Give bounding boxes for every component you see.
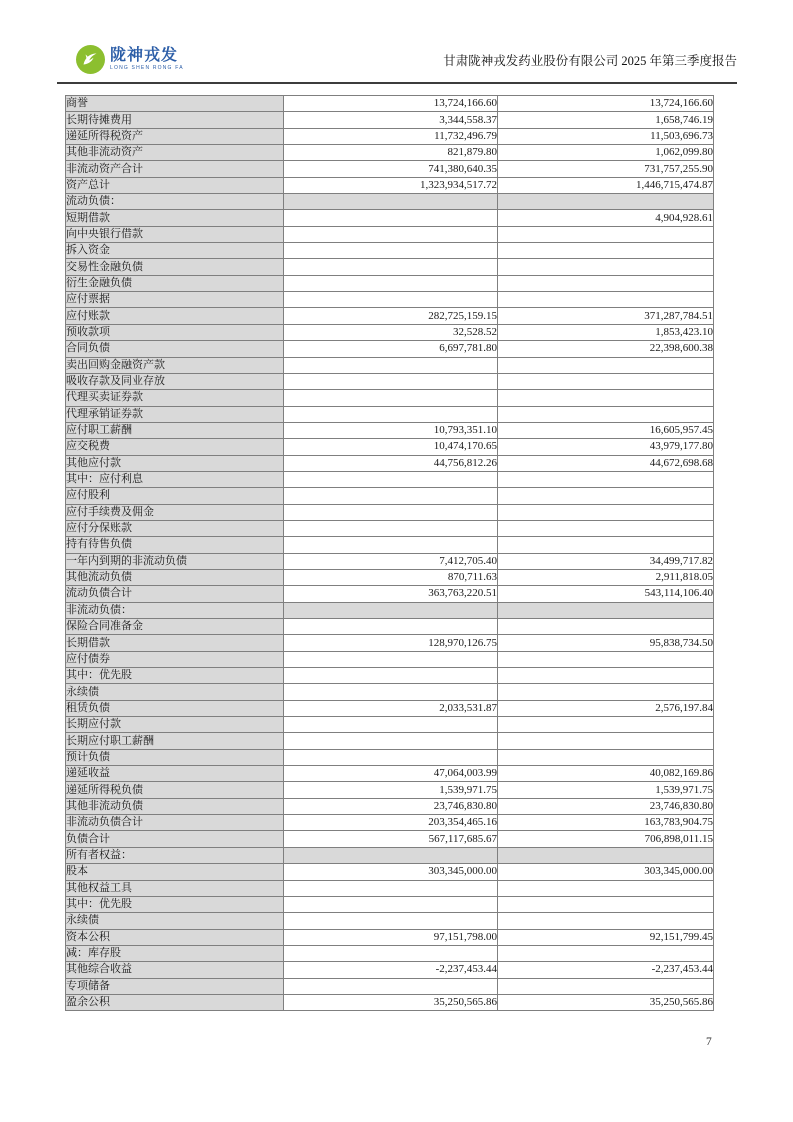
table-row bbox=[66, 929, 714, 945]
current-period-value bbox=[284, 259, 498, 275]
balance-sheet-table bbox=[65, 95, 714, 1011]
row-label: 其他非流动资产 bbox=[66, 145, 284, 161]
prior-period-value bbox=[498, 406, 714, 422]
current-period-value: 10,474,170.65 bbox=[284, 439, 498, 455]
row-label: 其他流动负债 bbox=[66, 569, 284, 585]
prior-period-value bbox=[498, 896, 714, 912]
table-row bbox=[66, 537, 714, 553]
current-period-value: 741,380,640.35 bbox=[284, 161, 498, 177]
current-period-value bbox=[284, 406, 498, 422]
row-label: 长期待摊费用 bbox=[66, 112, 284, 128]
row-label: 应付股利 bbox=[66, 488, 284, 504]
prior-period-value bbox=[498, 259, 714, 275]
prior-period-value: 1,853,423.10 bbox=[498, 324, 714, 340]
table-row bbox=[66, 324, 714, 340]
prior-period-value bbox=[498, 847, 714, 863]
prior-period-value bbox=[498, 488, 714, 504]
table-row bbox=[66, 373, 714, 389]
current-period-value: 11,732,496.79 bbox=[284, 128, 498, 144]
row-label: 永续债 bbox=[66, 684, 284, 700]
row-label: 代理买卖证券款 bbox=[66, 390, 284, 406]
current-period-value bbox=[284, 602, 498, 618]
table-row bbox=[66, 161, 714, 177]
current-period-value: 203,354,465.16 bbox=[284, 815, 498, 831]
prior-period-value: 44,672,698.68 bbox=[498, 455, 714, 471]
current-period-value bbox=[284, 684, 498, 700]
row-label: 长期应付款 bbox=[66, 717, 284, 733]
prior-period-value: 706,898,011.15 bbox=[498, 831, 714, 847]
row-label: 应付分保账款 bbox=[66, 520, 284, 536]
current-period-value bbox=[284, 504, 498, 520]
row-label: 应交税费 bbox=[66, 439, 284, 455]
prior-period-value bbox=[498, 602, 714, 618]
current-period-value: 870,711.63 bbox=[284, 569, 498, 585]
current-period-value: 1,323,934,517.72 bbox=[284, 177, 498, 193]
current-period-value bbox=[284, 733, 498, 749]
row-label: 卖出回购金融资产款 bbox=[66, 357, 284, 373]
current-period-value bbox=[284, 880, 498, 896]
table-row bbox=[66, 766, 714, 782]
prior-period-value: 13,724,166.60 bbox=[498, 96, 714, 112]
table-row bbox=[66, 520, 714, 536]
table-row bbox=[66, 341, 714, 357]
prior-period-value bbox=[498, 504, 714, 520]
prior-period-value bbox=[498, 717, 714, 733]
page-number: 7 bbox=[706, 1036, 712, 1048]
table-row bbox=[66, 913, 714, 929]
row-label: 衍生金融负债 bbox=[66, 275, 284, 291]
prior-period-value bbox=[498, 194, 714, 210]
table-row bbox=[66, 96, 714, 112]
table-row bbox=[66, 569, 714, 585]
row-label: 交易性金融负债 bbox=[66, 259, 284, 275]
row-label: 吸收存款及同业存放 bbox=[66, 373, 284, 389]
prior-period-value: 92,151,799.45 bbox=[498, 929, 714, 945]
current-period-value bbox=[284, 978, 498, 994]
prior-period-value: 303,345,000.00 bbox=[498, 864, 714, 880]
current-period-value bbox=[284, 913, 498, 929]
table-row bbox=[66, 733, 714, 749]
current-period-value bbox=[284, 243, 498, 259]
prior-period-value: 1,539,971.75 bbox=[498, 782, 714, 798]
prior-period-value: 34,499,717.82 bbox=[498, 553, 714, 569]
prior-period-value bbox=[498, 275, 714, 291]
row-label: 其他综合收益 bbox=[66, 962, 284, 978]
current-period-value bbox=[284, 390, 498, 406]
row-label: 其他应付款 bbox=[66, 455, 284, 471]
table-row bbox=[66, 422, 714, 438]
row-label: 预计负债 bbox=[66, 749, 284, 765]
prior-period-value bbox=[498, 373, 714, 389]
row-label: 永续债 bbox=[66, 913, 284, 929]
row-label: 减：库存股 bbox=[66, 945, 284, 961]
prior-period-value: 731,757,255.90 bbox=[498, 161, 714, 177]
prior-period-value bbox=[498, 390, 714, 406]
table-row bbox=[66, 292, 714, 308]
current-period-value bbox=[284, 357, 498, 373]
current-period-value: 44,756,812.26 bbox=[284, 455, 498, 471]
row-label: 商誉 bbox=[66, 96, 284, 112]
prior-period-value bbox=[498, 733, 714, 749]
row-label: 拆入资金 bbox=[66, 243, 284, 259]
prior-period-value bbox=[498, 684, 714, 700]
current-period-value: 35,250,565.86 bbox=[284, 994, 498, 1010]
table-row bbox=[66, 798, 714, 814]
row-label: 长期应付职工薪酬 bbox=[66, 733, 284, 749]
current-period-value: 97,151,798.00 bbox=[284, 929, 498, 945]
table-row bbox=[66, 782, 714, 798]
table-row bbox=[66, 177, 714, 193]
table-row bbox=[66, 749, 714, 765]
prior-period-value: 43,979,177.80 bbox=[498, 439, 714, 455]
brand-name-cn: 陇神戎发 bbox=[110, 47, 179, 64]
current-period-value bbox=[284, 488, 498, 504]
current-period-value: 303,345,000.00 bbox=[284, 864, 498, 880]
current-period-value: 128,970,126.75 bbox=[284, 635, 498, 651]
prior-period-value bbox=[498, 243, 714, 259]
row-label: 应付手续费及佣金 bbox=[66, 504, 284, 520]
table-row bbox=[66, 504, 714, 520]
prior-period-value: 23,746,830.80 bbox=[498, 798, 714, 814]
prior-period-value bbox=[498, 945, 714, 961]
prior-period-value: 22,398,600.38 bbox=[498, 341, 714, 357]
current-period-value bbox=[284, 847, 498, 863]
row-label: 预收款项 bbox=[66, 324, 284, 340]
current-period-value bbox=[284, 292, 498, 308]
table-row bbox=[66, 390, 714, 406]
row-label: 非流动负债： bbox=[66, 602, 284, 618]
row-label: 其他非流动负债 bbox=[66, 798, 284, 814]
current-period-value: 6,697,781.80 bbox=[284, 341, 498, 357]
table-row bbox=[66, 275, 714, 291]
current-period-value bbox=[284, 619, 498, 635]
row-label: 资本公积 bbox=[66, 929, 284, 945]
current-period-value bbox=[284, 668, 498, 684]
row-label: 应付票据 bbox=[66, 292, 284, 308]
prior-period-value bbox=[498, 619, 714, 635]
current-period-value: 13,724,166.60 bbox=[284, 96, 498, 112]
row-label: 应付账款 bbox=[66, 308, 284, 324]
balance-sheet-body bbox=[66, 96, 714, 1011]
prior-period-value: 11,503,696.73 bbox=[498, 128, 714, 144]
table-row bbox=[66, 308, 714, 324]
table-row bbox=[66, 651, 714, 667]
row-label: 其中：应付利息 bbox=[66, 471, 284, 487]
company-logo bbox=[76, 45, 184, 74]
current-period-value bbox=[284, 945, 498, 961]
row-label: 长期借款 bbox=[66, 635, 284, 651]
prior-period-value: 1,062,099.80 bbox=[498, 145, 714, 161]
current-period-value bbox=[284, 896, 498, 912]
current-period-value bbox=[284, 373, 498, 389]
table-row bbox=[66, 553, 714, 569]
table-row bbox=[66, 112, 714, 128]
prior-period-value: -2,237,453.44 bbox=[498, 962, 714, 978]
prior-period-value bbox=[498, 668, 714, 684]
table-row bbox=[66, 471, 714, 487]
row-label: 向中央银行借款 bbox=[66, 226, 284, 242]
prior-period-value bbox=[498, 880, 714, 896]
row-label: 盈余公积 bbox=[66, 994, 284, 1010]
prior-period-value: 163,783,904.75 bbox=[498, 815, 714, 831]
table-row bbox=[66, 831, 714, 847]
current-period-value bbox=[284, 651, 498, 667]
table-row bbox=[66, 619, 714, 635]
current-period-value bbox=[284, 194, 498, 210]
prior-period-value bbox=[498, 357, 714, 373]
current-period-value: 363,763,220.51 bbox=[284, 586, 498, 602]
table-row bbox=[66, 243, 714, 259]
table-row bbox=[66, 635, 714, 651]
brand-name-en: LONG SHEN RONG FA bbox=[110, 65, 184, 71]
table-row bbox=[66, 226, 714, 242]
row-label: 短期借款 bbox=[66, 210, 284, 226]
prior-period-value bbox=[498, 651, 714, 667]
prior-period-value: 4,904,928.61 bbox=[498, 210, 714, 226]
prior-period-value bbox=[498, 978, 714, 994]
current-period-value: 2,033,531.87 bbox=[284, 700, 498, 716]
prior-period-value: 16,605,957.45 bbox=[498, 422, 714, 438]
prior-period-value: 2,576,197.84 bbox=[498, 700, 714, 716]
current-period-value bbox=[284, 226, 498, 242]
table-row bbox=[66, 194, 714, 210]
row-label: 资产总计 bbox=[66, 177, 284, 193]
table-row bbox=[66, 488, 714, 504]
table-row bbox=[66, 259, 714, 275]
table-row bbox=[66, 668, 714, 684]
prior-period-value: 543,114,106.40 bbox=[498, 586, 714, 602]
table-row bbox=[66, 717, 714, 733]
prior-period-value: 35,250,565.86 bbox=[498, 994, 714, 1010]
current-period-value bbox=[284, 749, 498, 765]
current-period-value: 47,064,003.99 bbox=[284, 766, 498, 782]
report-title: 甘肃陇神戎发药业股份有限公司 2025 年第三季度报告 bbox=[443, 54, 737, 68]
table-row bbox=[66, 994, 714, 1010]
table-row bbox=[66, 864, 714, 880]
table-row bbox=[66, 847, 714, 863]
table-row bbox=[66, 210, 714, 226]
table-row bbox=[66, 586, 714, 602]
table-row bbox=[66, 455, 714, 471]
row-label: 递延所得税资产 bbox=[66, 128, 284, 144]
table-row bbox=[66, 439, 714, 455]
current-period-value bbox=[284, 471, 498, 487]
row-label: 负债合计 bbox=[66, 831, 284, 847]
table-row bbox=[66, 145, 714, 161]
current-period-value bbox=[284, 537, 498, 553]
row-label: 股本 bbox=[66, 864, 284, 880]
current-period-value: 282,725,159.15 bbox=[284, 308, 498, 324]
current-period-value: 821,879.80 bbox=[284, 145, 498, 161]
header-rule bbox=[57, 82, 737, 84]
row-label: 其中：优先股 bbox=[66, 668, 284, 684]
current-period-value: 10,793,351.10 bbox=[284, 422, 498, 438]
row-label: 应付债券 bbox=[66, 651, 284, 667]
prior-period-value bbox=[498, 913, 714, 929]
table-row bbox=[66, 128, 714, 144]
longshen-logo-icon bbox=[76, 45, 105, 74]
prior-period-value bbox=[498, 226, 714, 242]
current-period-value: 567,117,685.67 bbox=[284, 831, 498, 847]
current-period-value: 3,344,558.37 bbox=[284, 112, 498, 128]
row-label: 其他权益工具 bbox=[66, 880, 284, 896]
table-row bbox=[66, 700, 714, 716]
row-label: 租赁负债 bbox=[66, 700, 284, 716]
table-row bbox=[66, 815, 714, 831]
table-row bbox=[66, 945, 714, 961]
prior-period-value: 2,911,818.05 bbox=[498, 569, 714, 585]
prior-period-value: 95,838,734.50 bbox=[498, 635, 714, 651]
table-row bbox=[66, 880, 714, 896]
prior-period-value bbox=[498, 749, 714, 765]
table-row bbox=[66, 684, 714, 700]
current-period-value: 32,528.52 bbox=[284, 324, 498, 340]
row-label: 专项储备 bbox=[66, 978, 284, 994]
row-label: 流动负债合计 bbox=[66, 586, 284, 602]
prior-period-value: 40,082,169.86 bbox=[498, 766, 714, 782]
row-label: 非流动资产合计 bbox=[66, 161, 284, 177]
current-period-value bbox=[284, 275, 498, 291]
prior-period-value bbox=[498, 292, 714, 308]
table-row bbox=[66, 357, 714, 373]
prior-period-value: 1,446,715,474.87 bbox=[498, 177, 714, 193]
row-label: 其中：优先股 bbox=[66, 896, 284, 912]
prior-period-value: 1,658,746.19 bbox=[498, 112, 714, 128]
table-row bbox=[66, 962, 714, 978]
prior-period-value: 371,287,784.51 bbox=[498, 308, 714, 324]
current-period-value bbox=[284, 520, 498, 536]
row-label: 代理承销证券款 bbox=[66, 406, 284, 422]
row-label: 所有者权益： bbox=[66, 847, 284, 863]
prior-period-value bbox=[498, 520, 714, 536]
current-period-value: 23,746,830.80 bbox=[284, 798, 498, 814]
current-period-value bbox=[284, 210, 498, 226]
row-label: 合同负债 bbox=[66, 341, 284, 357]
row-label: 非流动负债合计 bbox=[66, 815, 284, 831]
row-label: 流动负债： bbox=[66, 194, 284, 210]
row-label: 保险合同准备金 bbox=[66, 619, 284, 635]
current-period-value bbox=[284, 717, 498, 733]
row-label: 应付职工薪酬 bbox=[66, 422, 284, 438]
table-row bbox=[66, 896, 714, 912]
current-period-value: 1,539,971.75 bbox=[284, 782, 498, 798]
current-period-value: 7,412,705.40 bbox=[284, 553, 498, 569]
row-label: 持有待售负债 bbox=[66, 537, 284, 553]
prior-period-value bbox=[498, 537, 714, 553]
current-period-value: -2,237,453.44 bbox=[284, 962, 498, 978]
row-label: 递延所得税负债 bbox=[66, 782, 284, 798]
prior-period-value bbox=[498, 471, 714, 487]
table-row bbox=[66, 978, 714, 994]
row-label: 递延收益 bbox=[66, 766, 284, 782]
table-row bbox=[66, 406, 714, 422]
logo-text bbox=[110, 48, 184, 71]
row-label: 一年内到期的非流动负债 bbox=[66, 553, 284, 569]
table-row bbox=[66, 602, 714, 618]
